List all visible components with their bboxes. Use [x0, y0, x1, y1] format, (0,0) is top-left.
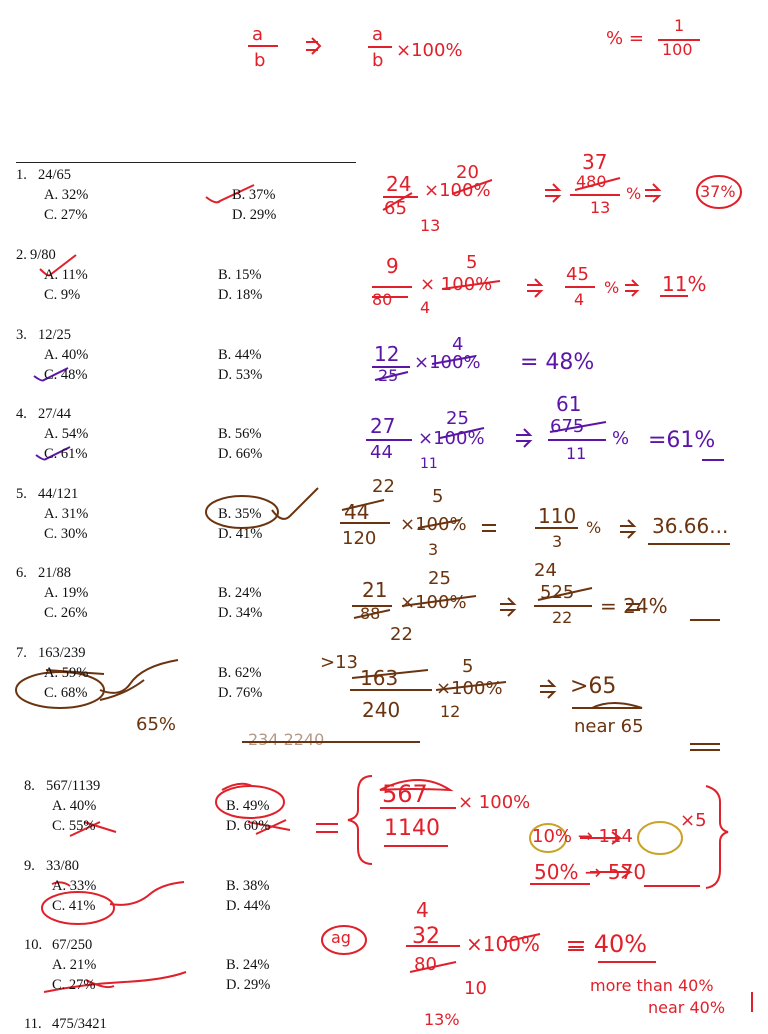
option-b[interactable]: B. 38%	[226, 878, 270, 894]
option-b[interactable]: B. 62%	[218, 665, 262, 681]
q1-hw-den: 65	[384, 198, 407, 219]
q2-hw-45: 45	[566, 264, 589, 285]
q1-hw-times: ×100%	[424, 180, 491, 201]
question-number: 10.	[24, 937, 43, 953]
q4-hw-11b: 11	[566, 444, 587, 463]
q5-hw-answer: 36.66...	[652, 514, 729, 538]
question-4	[16, 404, 356, 464]
q3-hw-answer: = 48%	[520, 350, 595, 375]
q1-hw-pct: %	[626, 184, 642, 203]
q5-hw-den: 120	[342, 528, 377, 549]
question-number: 5.	[16, 486, 27, 502]
q1-hw-20: 20	[456, 162, 479, 183]
q1-hw-num: 24	[386, 172, 412, 196]
question-1	[16, 165, 356, 225]
q10-hw-more: more than 40%	[590, 976, 714, 995]
pct-frac-top: 1	[674, 16, 685, 35]
q2-hw-den: 80	[372, 290, 393, 309]
formula-b-bottom: b	[254, 50, 266, 71]
option-d[interactable]: D. 41%	[218, 526, 263, 542]
q1-hw-13b: 13	[590, 198, 611, 217]
question-10	[24, 935, 364, 995]
option-a[interactable]: A. 33%	[52, 878, 97, 894]
question-5	[16, 484, 356, 544]
question-8	[24, 776, 364, 836]
q10-hw-label: ag	[331, 928, 351, 947]
question-text: 163/239	[38, 645, 86, 661]
option-b[interactable]: B. 24%	[218, 585, 262, 601]
option-a[interactable]: A. 11%	[44, 267, 88, 283]
question-text: 475/3421	[52, 1016, 107, 1032]
question-text: 33/80	[46, 858, 80, 874]
q10-hw-4: 4	[416, 898, 429, 922]
option-b[interactable]: B. 56%	[218, 426, 262, 442]
percent-sign-note: % =	[606, 28, 644, 49]
q5-hw-num: 44	[344, 500, 370, 524]
q7-hw-den: 240	[362, 698, 401, 722]
q7-hw-5: 5	[462, 656, 474, 677]
q10-hw-num: 32	[412, 924, 440, 949]
q3-hw-den: 25	[378, 366, 399, 385]
q4-hw-pct: %	[612, 428, 630, 449]
option-d[interactable]: D. 29%	[226, 977, 271, 993]
option-d[interactable]: D. 76%	[218, 685, 263, 701]
q4-hw-den: 44	[370, 442, 393, 463]
option-a[interactable]: A. 54%	[44, 426, 89, 442]
q8-hw-times: × 100%	[458, 792, 531, 813]
q6-hw-answer: = 24%	[600, 594, 668, 618]
q8-hw-ten: 10% → 114	[532, 826, 633, 847]
q10-hw-answer: = 40%	[566, 930, 648, 958]
option-a[interactable]: A. 59%	[44, 665, 89, 681]
q4-hw-25: 25	[446, 408, 469, 429]
option-c[interactable]: C. 27%	[44, 207, 88, 223]
q8-hw-x5: ×5	[680, 810, 707, 831]
q2-hw-pct: %	[604, 278, 620, 297]
q10-hw-near: near 40%	[648, 998, 726, 1017]
option-d[interactable]: D. 29%	[232, 207, 277, 223]
q4-hw-times: ×100%	[418, 428, 485, 449]
q7-hw-13: >13	[320, 652, 358, 673]
option-a[interactable]: A. 19%	[44, 585, 89, 601]
option-d[interactable]: D. 44%	[226, 898, 271, 914]
question-6	[16, 563, 356, 623]
q10-hw-times: ×100%	[466, 932, 540, 956]
q6-hw-times: ×100%	[400, 592, 467, 613]
q7-hw-side: 65%	[136, 714, 177, 735]
question-number: 11.	[24, 1016, 42, 1032]
q5-hw-3: 3	[428, 540, 439, 559]
option-b[interactable]: B. 15%	[218, 267, 262, 283]
q5-hw-22: 22	[372, 476, 395, 497]
option-c[interactable]: C. 55%	[52, 818, 96, 834]
q4-hw-num: 27	[370, 414, 396, 438]
option-b[interactable]: B. 49%	[226, 798, 270, 814]
option-b[interactable]: B. 37%	[232, 187, 276, 203]
question-number: 6.	[16, 565, 27, 581]
question-number: 7.	[16, 645, 27, 661]
option-d[interactable]: D. 66%	[218, 446, 263, 462]
q3-hw-4: 4	[452, 334, 464, 355]
q7-hw-answer: >65	[570, 674, 617, 699]
q3-hw-times: ×100%	[414, 352, 481, 373]
q5-hw-pct: %	[586, 518, 602, 537]
q1-hw-answer: 37%	[700, 182, 736, 201]
q6-hw-525: 525	[540, 582, 575, 603]
q10-hw-10: 10	[464, 978, 487, 999]
question-number: 8.	[24, 778, 35, 794]
q10-hw-den: 80	[414, 954, 437, 975]
q4-hw-61top: 61	[556, 392, 582, 416]
q8-hw-fifty: 50% → 570	[534, 860, 647, 884]
q5-hw-5: 5	[432, 486, 444, 507]
q8-hw-den: 1140	[384, 816, 440, 841]
question-11	[24, 1014, 364, 1032]
q2-hw-4b: 4	[574, 290, 585, 309]
pct-frac-bottom: 100	[662, 40, 693, 59]
q1-hw-480: 480	[576, 172, 607, 191]
option-c[interactable]: C. 30%	[44, 526, 88, 542]
option-c[interactable]: C. 48%	[44, 367, 88, 383]
option-c[interactable]: C. 27%	[52, 977, 96, 993]
question-3	[16, 325, 356, 385]
option-b[interactable]: B. 24%	[226, 957, 270, 973]
option-d[interactable]: D. 34%	[218, 605, 263, 621]
option-a[interactable]: A. 40%	[44, 347, 89, 363]
question-number: 3.	[16, 327, 27, 343]
option-a[interactable]: A. 31%	[44, 506, 89, 522]
q7-hw-times: ×100%	[436, 678, 503, 699]
option-c[interactable]: C. 61%	[44, 446, 88, 462]
q6-hw-22b: 22	[552, 608, 573, 627]
option-b[interactable]: B. 44%	[218, 347, 262, 363]
q4-hw-11: 11	[420, 456, 438, 472]
q2-hw-4: 4	[420, 298, 431, 317]
q4-hw-675: 675	[550, 416, 585, 437]
q7-hw-near: near 65	[574, 716, 644, 737]
q4-hw-answer: =61%	[648, 428, 716, 453]
q7-hw-num: 163	[360, 666, 399, 690]
q6-hw-22: 22	[390, 624, 413, 645]
option-c[interactable]: C. 68%	[44, 685, 88, 701]
formula-b2-bottom: b	[372, 50, 384, 71]
q3-hw-num: 12	[374, 342, 400, 366]
option-d[interactable]: D. 18%	[218, 287, 263, 303]
question-number: 9.	[24, 858, 35, 874]
q6-hw-25: 25	[428, 568, 451, 589]
formula-a2-top: a	[372, 24, 384, 45]
option-a[interactable]: A. 32%	[44, 187, 89, 203]
q7-hw-scratch: 234 2240	[248, 730, 325, 749]
option-a[interactable]: A. 21%	[52, 957, 97, 973]
question-text: 9/80	[30, 247, 56, 263]
q6-hw-24top: 24	[534, 560, 557, 581]
question-number: 4.	[16, 406, 27, 422]
question-9	[24, 856, 364, 916]
question-number: 1.	[16, 167, 27, 183]
q2-hw-times: × 100%	[420, 274, 493, 295]
q7-hw-12: 12	[440, 702, 461, 721]
q5-hw-3b: 3	[552, 532, 563, 551]
q6-hw-den: 88	[360, 604, 381, 623]
q1-hw-37-top: 37	[582, 150, 608, 174]
question-text: 67/250	[52, 937, 93, 953]
header-rule	[16, 162, 356, 163]
question-text: 21/88	[38, 565, 72, 581]
q2-hw-5: 5	[466, 252, 478, 273]
q5-hw-times: ×100%	[400, 514, 467, 535]
option-b[interactable]: B. 35%	[218, 506, 262, 522]
option-c[interactable]: C. 41%	[52, 898, 96, 914]
option-c[interactable]: C. 26%	[44, 605, 88, 621]
question-text: 12/25	[38, 327, 72, 343]
formula-a-top: a	[252, 24, 264, 45]
option-c[interactable]: C. 9%	[44, 287, 81, 303]
question-text: 567/1139	[46, 778, 101, 794]
q5-hw-110: 110	[538, 504, 577, 528]
q1-hw-13: 13	[420, 216, 441, 235]
question-number: 2.	[16, 247, 27, 263]
question-text: 27/44	[38, 406, 72, 422]
question-text: 44/121	[38, 486, 79, 502]
formula-times-100: ×100%	[396, 40, 463, 61]
option-d[interactable]: D. 53%	[218, 367, 263, 383]
option-d[interactable]: D. 60%	[226, 818, 271, 834]
q6-hw-num: 21	[362, 578, 388, 602]
question-7	[16, 643, 356, 703]
q2-hw-num: 9	[386, 254, 399, 278]
option-a[interactable]: A. 40%	[52, 798, 97, 814]
q2-hw-answer: 11%	[662, 272, 707, 296]
q11-hw-partial: 13%	[424, 1010, 460, 1029]
q8-hw-num: 567	[382, 780, 428, 808]
question-2	[16, 245, 356, 305]
question-text: 24/65	[38, 167, 72, 183]
